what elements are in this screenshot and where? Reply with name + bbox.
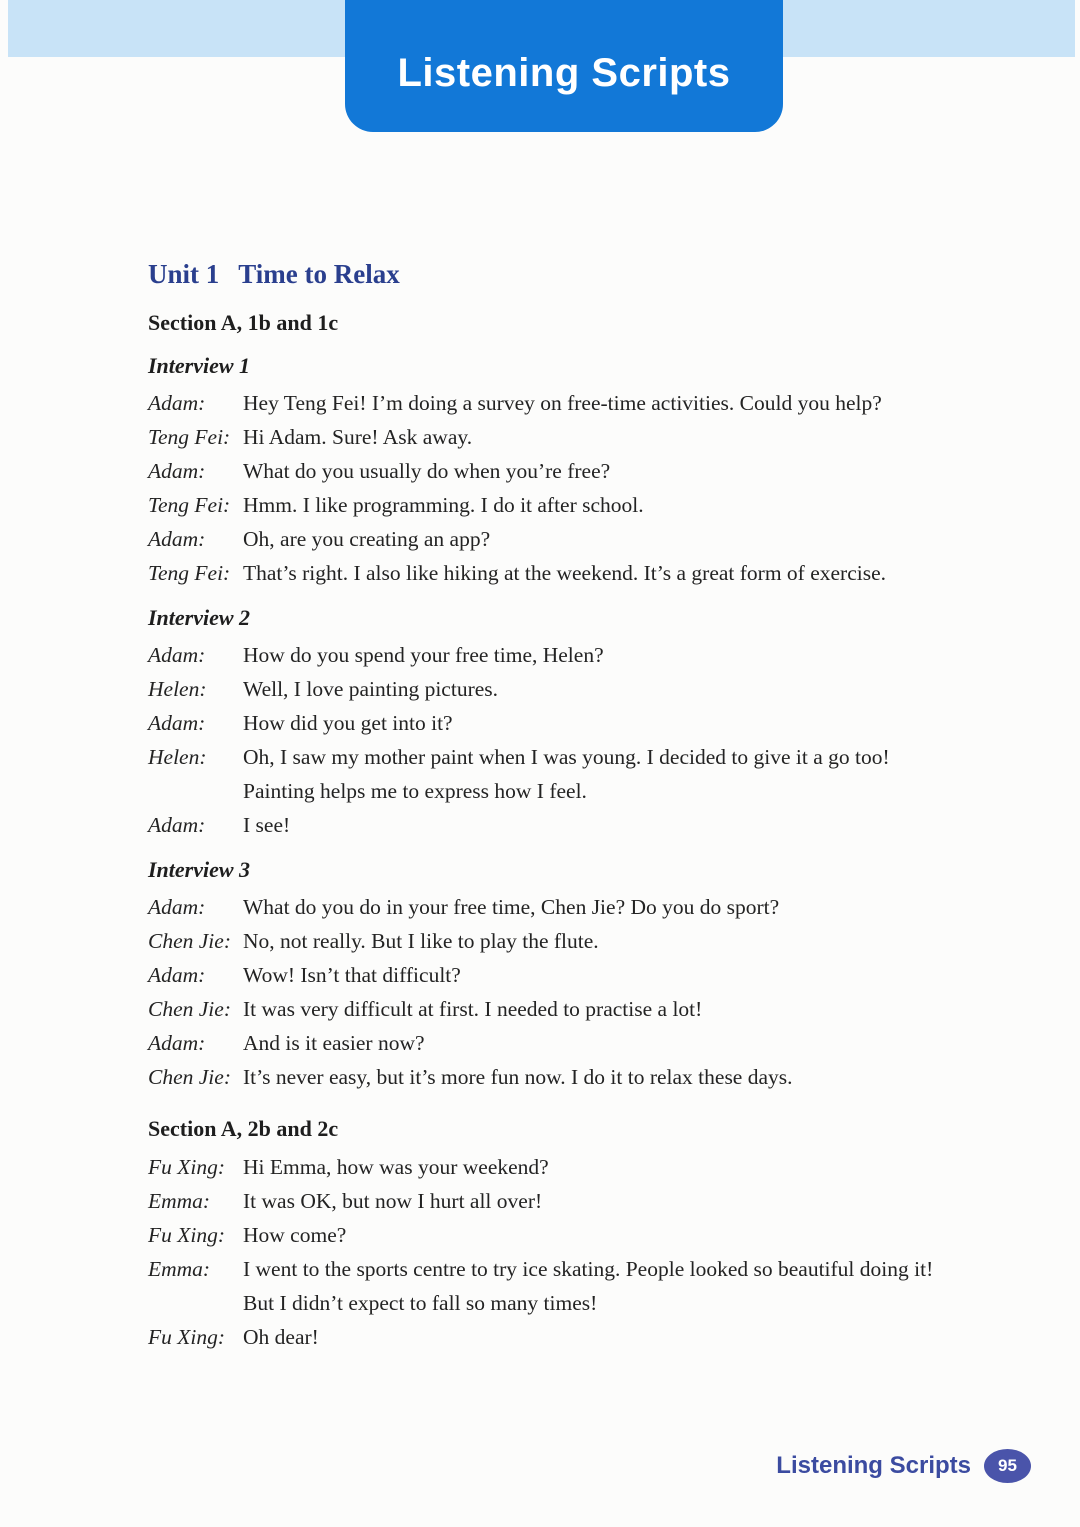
interview-heading: Interview 2 xyxy=(148,605,251,630)
script-blocks xyxy=(148,308,1040,1354)
dialogue-row xyxy=(148,1150,1040,1184)
dialogue-row xyxy=(148,808,1040,842)
dialogue-row xyxy=(148,522,1040,556)
utterance-text: Hi Emma, how was your weekend? xyxy=(243,1155,549,1179)
interview-heading: Interview 1 xyxy=(148,353,251,378)
speaker-label: Adam: xyxy=(148,963,206,987)
dialogue-row xyxy=(148,924,1040,958)
speaker-label: Emma: xyxy=(148,1189,211,1213)
utterance-text: Well, I love painting pictures. xyxy=(243,677,499,701)
utterance-text: What do you usually do when you’re free? xyxy=(243,459,611,483)
page-number-badge xyxy=(984,1449,1031,1483)
header-banner xyxy=(345,0,783,132)
speaker-label: Adam: xyxy=(148,391,206,415)
dialogue-row xyxy=(148,958,1040,992)
dialogue-row xyxy=(148,1252,1040,1320)
footer-label: Listening Scripts xyxy=(776,1452,971,1479)
dialogue-row xyxy=(148,1184,1040,1218)
utterance-text: And is it easier now? xyxy=(243,1031,425,1055)
utterance-text: It’s never easy, but it’s more fun now. I do it to relax these days. xyxy=(243,1065,793,1089)
utterance-text: How did you get into it? xyxy=(243,711,453,735)
utterance-text: It was very difficult at first. I needed to practise a lot! xyxy=(243,997,703,1021)
dialogue-row xyxy=(148,488,1040,522)
dialogue-row xyxy=(148,1060,1040,1094)
speaker-label: Adam: xyxy=(148,459,206,483)
speaker-label: Chen Jie: xyxy=(148,929,231,953)
dialogue-row xyxy=(148,420,1040,454)
utterance-text: How come? xyxy=(243,1223,347,1247)
speaker-label: Chen Jie: xyxy=(148,997,231,1021)
speaker-label: Helen: xyxy=(148,677,207,701)
utterance-text: I went to the sports centre to try ice skating. People looked so beautiful doing it! But I didn’t expect to fall so many times! xyxy=(243,1257,934,1315)
utterance-text: Oh, are you creating an app? xyxy=(243,527,491,551)
utterance-text: That’s right. I also like hiking at the weekend. It’s a great form of exercise. xyxy=(243,561,886,585)
utterance-text: What do you do in your free time, Chen Jie? Do you do sport? xyxy=(243,895,780,919)
utterance-text: Wow! Isn’t that difficult? xyxy=(243,963,461,987)
dialogue-row xyxy=(148,706,1040,740)
utterance-text: Hey Teng Fei! I’m doing a survey on free-time activities. Could you help? xyxy=(243,391,882,415)
footer xyxy=(776,1449,1031,1483)
utterance-text: How do you spend your free time, Helen? xyxy=(243,643,604,667)
speaker-label: Adam: xyxy=(148,527,206,551)
utterance-text: No, not really. But I like to play the flute. xyxy=(243,929,599,953)
page-number: 95 xyxy=(998,1456,1017,1475)
dialogue-row xyxy=(148,890,1040,924)
utterance-text: Oh dear! xyxy=(243,1325,319,1349)
speaker-label: Teng Fei: xyxy=(148,493,231,517)
utterance-text: Hi Adam. Sure! Ask away. xyxy=(243,425,473,449)
speaker-label: Fu Xing: xyxy=(148,1325,226,1349)
utterance-text: It was OK, but now I hurt all over! xyxy=(243,1189,543,1213)
utterance-text: Hmm. I like programming. I do it after school. xyxy=(243,493,644,517)
speaker-label: Teng Fei: xyxy=(148,561,231,585)
speaker-label: Fu Xing: xyxy=(148,1155,226,1179)
utterance-text: I see! xyxy=(243,813,291,837)
dialogue-row xyxy=(148,1320,1040,1354)
speaker-label: Adam: xyxy=(148,1031,206,1055)
dialogue-row xyxy=(148,992,1040,1026)
speaker-label: Adam: xyxy=(148,643,206,667)
dialogue-row xyxy=(148,386,1040,420)
dialogue-row xyxy=(148,740,1040,808)
interview-heading: Interview 3 xyxy=(148,857,251,882)
dialogue-row xyxy=(148,672,1040,706)
section-heading: Section A, 2b and 2c xyxy=(148,1116,339,1141)
section-heading: Section A, 1b and 1c xyxy=(148,310,339,335)
speaker-label: Emma: xyxy=(148,1257,211,1281)
speaker-label: Adam: xyxy=(148,895,206,919)
speaker-label: Fu Xing: xyxy=(148,1223,226,1247)
speaker-label: Helen: xyxy=(148,745,207,769)
utterance-text: Oh, I saw my mother paint when I was young. I decided to give it a go too! Painting helps me to express how I feel. xyxy=(243,745,890,803)
speaker-label: Adam: xyxy=(148,711,206,735)
dialogue-row xyxy=(148,638,1040,672)
unit-title xyxy=(148,258,1040,290)
speaker-label: Teng Fei: xyxy=(148,425,231,449)
unit-name: Time to Relax xyxy=(238,259,400,289)
dialogue-row xyxy=(148,1026,1040,1060)
content xyxy=(148,258,1040,1354)
dialogue-row xyxy=(148,1218,1040,1252)
speaker-label: Adam: xyxy=(148,813,206,837)
dialogue-row xyxy=(148,556,1040,590)
speaker-label: Chen Jie: xyxy=(148,1065,231,1089)
unit-number: Unit 1 xyxy=(148,259,220,289)
dialogue-row xyxy=(148,454,1040,488)
banner-title: Listening Scripts xyxy=(397,50,731,95)
